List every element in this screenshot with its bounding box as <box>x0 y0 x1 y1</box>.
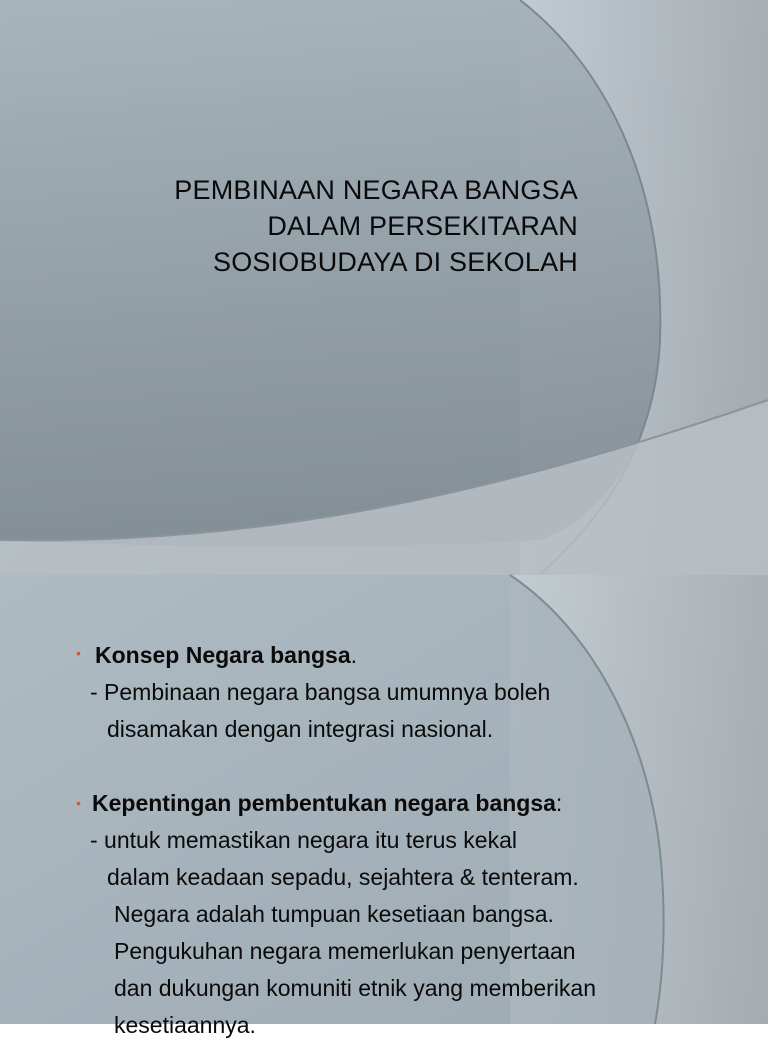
bullet-2-line-5: dan dukungan komuniti etnik yang memberikan <box>114 975 597 1001</box>
bullet-dot-2: • <box>76 795 81 811</box>
bullet-1-heading-text: Konsep Negara bangsa <box>95 642 351 668</box>
bullet-2-line-2: dalam keadaan sepadu, sejahtera & tenteram. <box>107 864 579 890</box>
title-line-3: SOSIOBUDAYA DI SEKOLAH <box>212 247 578 277</box>
bullet-1-heading <box>95 640 357 670</box>
title-line-1: PEMBINAAN NEGARA BANGSA <box>174 175 578 205</box>
bullet-2-line-4: Pengukuhan negara memerlukan penyertaan <box>114 938 576 964</box>
bullet-1-heading-suffix: . <box>350 642 358 668</box>
bullet-list <box>0 575 768 1038</box>
bullet-2-line-3: Negara adalah tumpuan kesetiaan bangsa. <box>114 901 554 927</box>
title-line-2: DALAM PERSEKITARAN <box>267 211 578 241</box>
bullet-1-line-2: disamakan dengan integrasi nasional. <box>107 716 494 742</box>
bullet-2-heading-text: Kepentingan pembentukan negara bangsa <box>92 790 556 816</box>
slide-title <box>78 172 578 280</box>
bullet-2-line-6: kesetiaannya. <box>114 1012 256 1038</box>
bullet-2-line-1: - untuk memastikan negara itu terus kekal <box>90 827 517 853</box>
content-slide <box>0 575 768 1038</box>
bullet-2-heading-suffix: : <box>555 790 563 816</box>
bullet-dot-1: • <box>76 645 81 661</box>
bullet-2-heading <box>92 788 562 818</box>
bullet-1-line-1: - Pembinaan negara bangsa umumnya boleh <box>90 679 551 705</box>
